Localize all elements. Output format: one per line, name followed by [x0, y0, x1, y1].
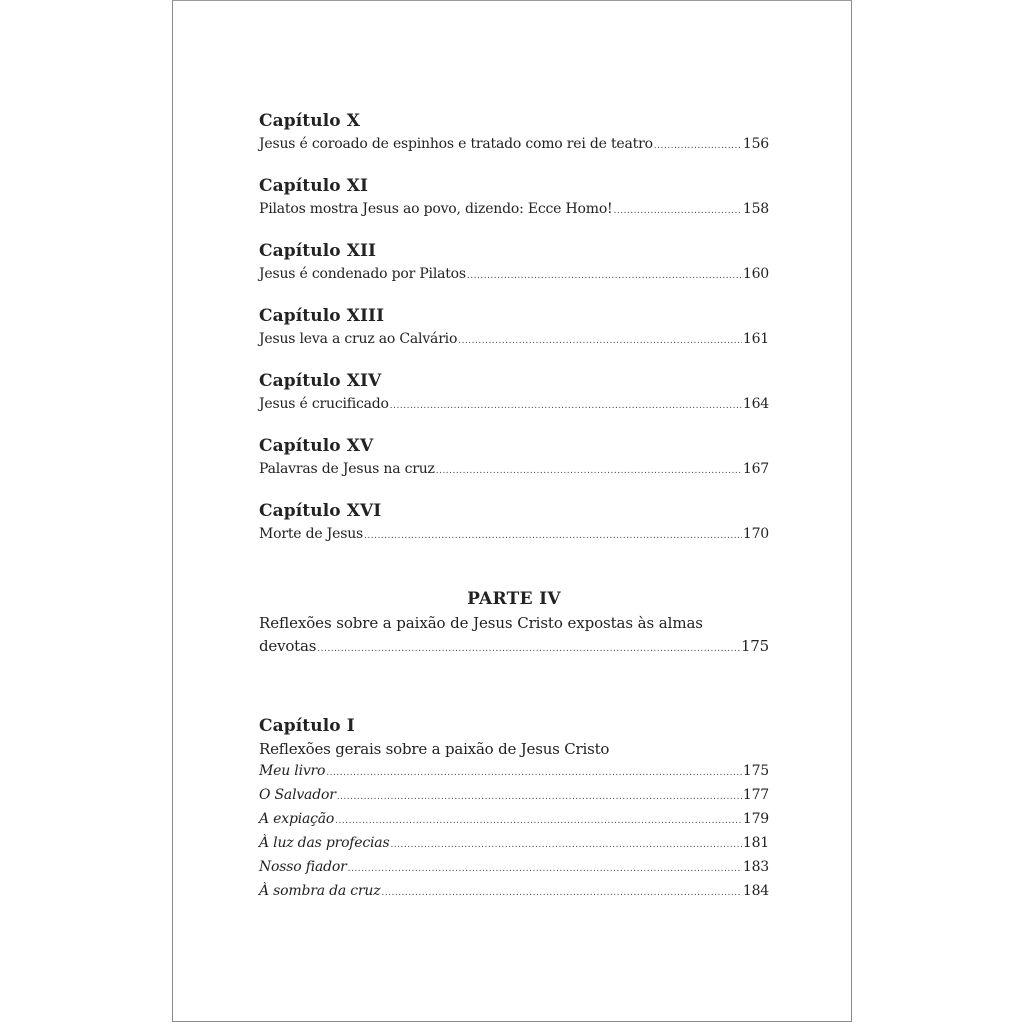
chapter-title: Capítulo I [259, 716, 355, 736]
entry-text: Jesus leva a cruz ao Calvário [259, 331, 458, 347]
toc-chapter [259, 239, 769, 287]
entry-text: Palavras de Jesus na cruz [259, 461, 435, 477]
toc-part [259, 587, 769, 660]
dot-leader [348, 858, 742, 880]
toc-entry [259, 393, 769, 417]
entry-text: A expiação [259, 811, 335, 827]
toc-chapter [259, 109, 769, 157]
toc-entry [259, 856, 769, 880]
toc-entry [259, 263, 769, 287]
chapter-heading: Reflexões gerais sobre a paixão de Jesus Cristo [259, 740, 610, 758]
dot-leader [337, 786, 742, 808]
toc-entry [259, 133, 769, 157]
chapter-title: Capítulo X [259, 111, 361, 131]
chapter-title: Capítulo XIII [259, 306, 385, 326]
toc-entry [259, 808, 769, 832]
chapter-title: Capítulo XI [259, 176, 369, 196]
toc-entry [259, 784, 769, 808]
toc-entry [259, 328, 769, 352]
dot-leader [317, 638, 740, 660]
toc-entry [259, 198, 769, 222]
entry-text: O Salvador [259, 787, 336, 803]
dot-leader [458, 330, 742, 352]
part-title: PARTE IV [467, 589, 561, 609]
toc-chapter [259, 434, 769, 482]
entry-text: À sombra da cruz [259, 883, 381, 899]
page-number: 158 [742, 201, 769, 217]
dot-leader [381, 882, 741, 904]
book-page [172, 0, 852, 1022]
entry-text: Pilatos mostra Jesus ao povo, dizendo: Ecce Homo! [259, 201, 613, 217]
dot-leader [613, 200, 741, 222]
dot-leader [335, 810, 742, 832]
chapter-title: Capítulo XV [259, 436, 374, 456]
entry-text: Jesus é condenado por Pilatos [259, 266, 466, 282]
entry-text: À luz das profecias [259, 835, 390, 851]
toc-entry [259, 760, 769, 784]
part-subtitle: Reflexões sobre a paixão de Jesus Cristo expostas às almas [259, 614, 703, 632]
dot-leader [390, 834, 741, 856]
toc-entry [259, 523, 769, 547]
page-number: 156 [742, 136, 769, 152]
dot-leader [326, 762, 742, 784]
page-number: 179 [742, 811, 769, 827]
page-number: 164 [742, 396, 769, 412]
dot-leader [436, 460, 742, 482]
entry-text: Jesus é coroado de espinhos e tratado como rei de teatro [259, 136, 653, 152]
toc-chapter [259, 369, 769, 417]
chapter-title: Capítulo XII [259, 241, 377, 261]
page-number: 160 [742, 266, 769, 282]
entry-text: Nosso fiador [259, 859, 347, 875]
page-number: 181 [742, 835, 769, 851]
dot-leader [390, 395, 742, 417]
page-number: 167 [742, 461, 769, 477]
toc-entry [259, 880, 769, 904]
toc-entry [259, 458, 769, 482]
page-number: 175 [740, 637, 769, 655]
entry-text: Jesus é crucificado [259, 396, 389, 412]
toc-entry [259, 635, 769, 660]
dot-leader [654, 135, 742, 157]
page-number: 184 [742, 883, 769, 899]
page-number: 170 [742, 526, 769, 542]
toc-chapter [259, 714, 769, 904]
dot-leader [467, 265, 742, 287]
chapter-title: Capítulo XIV [259, 371, 382, 391]
entry-text: Morte de Jesus [259, 526, 363, 542]
page-number: 175 [742, 763, 769, 779]
toc-chapter [259, 499, 769, 547]
page-number: 177 [742, 787, 769, 803]
toc-chapter [259, 304, 769, 352]
toc-chapter [259, 174, 769, 222]
entry-text: Meu livro [259, 763, 326, 779]
entry-text: devotas [259, 637, 317, 655]
chapter-title: Capítulo XVI [259, 501, 382, 521]
toc-entry [259, 832, 769, 856]
table-of-contents [259, 109, 769, 921]
dot-leader [364, 525, 742, 547]
page-number: 161 [742, 331, 769, 347]
page-number: 183 [742, 859, 769, 875]
